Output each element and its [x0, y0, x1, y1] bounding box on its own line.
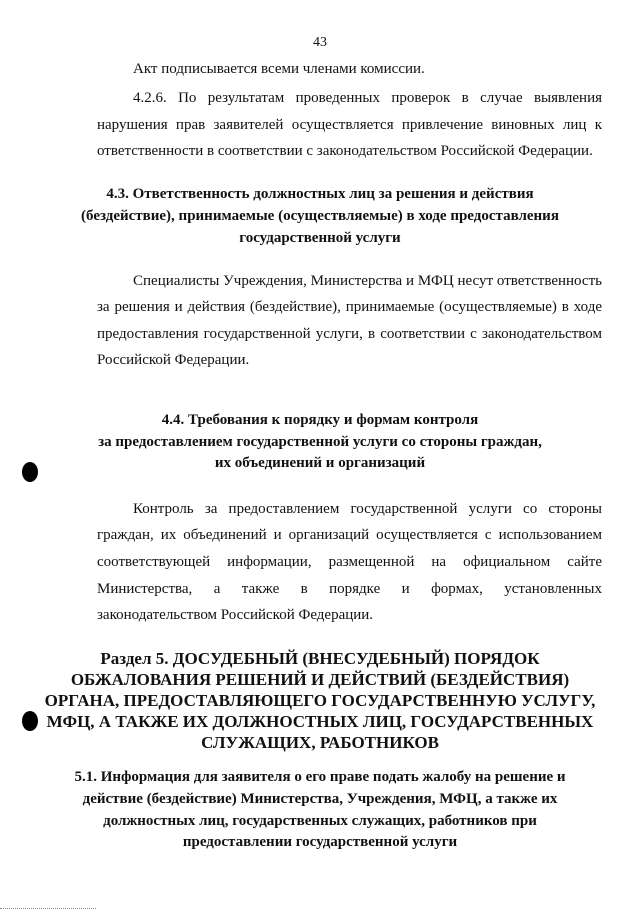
heading-5-1-line-3: должностных лиц, государственных служащих, работников при	[103, 813, 537, 829]
heading-5-1-line-2: действие (бездействие) Министерства, Учреждения, МФЦ, а также их	[82, 791, 558, 807]
section-5-heading-line-5: СЛУЖАЩИХ, РАБОТНИКОВ	[201, 733, 439, 752]
paragraph-specialists-line-4: Российской Федерации.	[97, 352, 250, 368]
heading-4-4-line-1: 4.4. Требования к порядку и формам контроля	[161, 412, 479, 428]
paragraph-426-line-3: ответственности в соответствии с законодательством Российской Федерации.	[97, 143, 593, 159]
paragraph-control-line-3: соответствующей информации, размещенной на официальном сайте	[97, 554, 602, 570]
paragraph-specialists-line-3: предоставления государственной услуги, в соответствии с законодательством	[97, 326, 602, 342]
paragraph-control-line-1: Контроль за предоставлением государственной услуги со стороны	[133, 501, 602, 517]
heading-4-4-line-3: их объединений и организаций	[214, 455, 426, 471]
binder-hole-mark	[22, 462, 38, 482]
paragraph-specialists-line-1: Специалисты Учреждения, Министерства и МФЦ несут ответственность	[133, 273, 602, 289]
paragraph-426-line-2: нарушения прав заявителей осуществляется привлечение виновных лиц к	[97, 117, 602, 133]
paragraph-control-line-5: законодательством Российской Федерации.	[97, 607, 374, 623]
heading-5-1-line-4: предоставлении государственной услуги	[182, 834, 458, 850]
heading-4-3-line-1: 4.3. Ответственность должностных лиц за решения и действия	[106, 186, 534, 202]
section-5-heading-line-4: МФЦ, А ТАКЖЕ ИХ ДОЛЖНОСТНЫХ ЛИЦ, ГОСУДАРСТВЕННЫХ	[46, 712, 594, 731]
paragraph-control-line-2: граждан, их объединений и организаций осуществляется с использованием	[97, 527, 602, 543]
heading-4-3-line-2: (бездействие), принимаемые (осуществляемые) в ходе предоставления	[81, 208, 559, 224]
heading-4-4-line-2: за предоставлением государственной услуги со стороны граждан,	[98, 434, 542, 450]
paragraph-control-line-4: Министерства, а также в порядке и формах, установленных	[97, 581, 602, 597]
scan-edge-rule	[0, 908, 96, 909]
section-5-heading-line-3: ОРГАНА, ПРЕДОСТАВЛЯЮЩЕГО ГОСУДАРСТВЕННУЮ УСЛУГУ,	[44, 691, 596, 710]
paragraph-specialists-line-2: за решения и действия (бездействие), принимаемые (осуществляемые) в ходе	[97, 299, 602, 315]
section-5-heading-line-2: ОБЖАЛОВАНИЯ РЕШЕНИЙ И ДЕЙСТВИЙ (БЕЗДЕЙСТВИЯ)	[70, 670, 570, 689]
paragraph-426-line-1: 4.2.6. По результатам проведенных проверок в случае выявления	[133, 90, 602, 106]
page-number: 43	[313, 35, 327, 50]
heading-5-1-line-1: 5.1. Информация для заявителя о его праве подать жалобу на решение и	[74, 769, 566, 785]
section-5-heading-line-1: Раздел 5. ДОСУДЕБНЫЙ (ВНЕСУДЕБНЫЙ) ПОРЯДОК	[100, 649, 540, 668]
binder-hole-mark	[22, 711, 38, 731]
heading-4-3-line-3: государственной услуги	[239, 230, 401, 246]
paragraph-act-line-1: Акт подписывается всеми членами комиссии.	[133, 61, 425, 77]
